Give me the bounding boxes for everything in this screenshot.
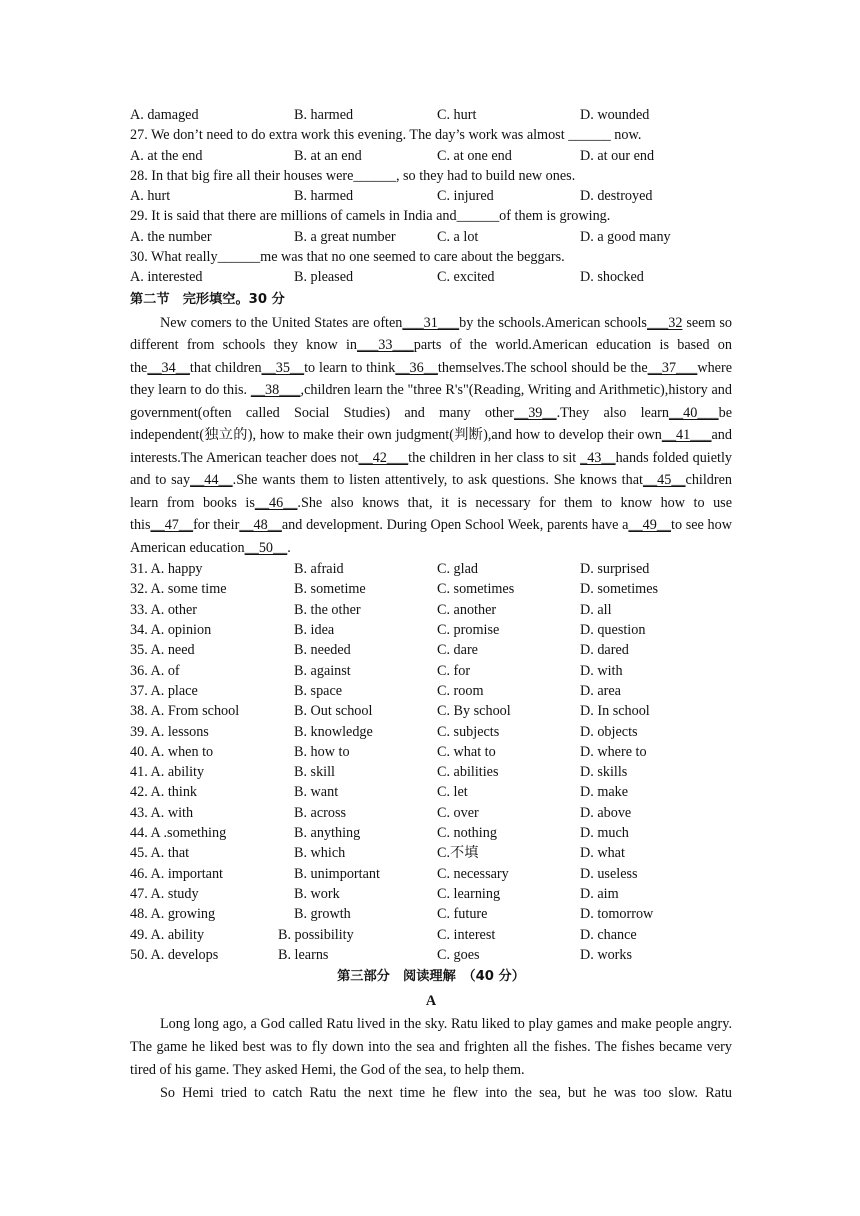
option-d[interactable]: D. at our end [580,147,655,164]
cloze-text: hands folded quietly and to say [130,449,733,489]
option-b[interactable]: B. work [294,885,340,902]
option-row-28 [130,186,732,206]
cloze-text: themselves.The school should be the [437,359,648,376]
option-c[interactable]: C.不填 [437,845,479,862]
option-row-37 [130,681,732,701]
option-c[interactable]: C. what to [437,743,496,760]
section-title-cloze: 第二节 完形填空。30 分 [130,291,285,307]
option-c[interactable]: C. room [437,682,484,699]
cloze-text: . [287,539,291,556]
option-c[interactable]: C. goes [437,946,480,963]
option-row-33 [130,600,732,620]
option-c[interactable]: C. for [437,662,471,679]
blank-37[interactable]: __37___ [647,359,698,376]
option-a[interactable]: A. at the end [130,147,203,164]
cloze-text: be independent(独立的), how to make their own judgment(判断),and how to develop their own [130,404,733,444]
option-d[interactable]: D. area [580,682,621,699]
option-c[interactable]: C. interest [437,926,496,943]
cloze-text: by the schools.American schools [459,314,647,331]
cloze-passage [130,312,732,560]
option-a[interactable]: 35. A. need [130,642,195,659]
cloze-text: where they learn to do this. [130,359,732,399]
option-row-35 [130,640,732,660]
option-a[interactable]: 42. A. think [130,784,198,801]
option-d[interactable]: D. where to [580,743,647,760]
option-row-29 [130,227,732,247]
blank-42[interactable]: __42___ [358,449,409,466]
option-b[interactable]: B. Out school [294,703,373,720]
question-28: 28. In that big fire all their houses were______, so they had to build new ones. [130,167,576,184]
option-a[interactable]: 39. A. lessons [130,723,209,740]
option-b[interactable]: B. want [294,784,339,801]
option-row-38 [130,701,732,721]
cloze-text: children learn from books is [130,472,732,511]
option-row-49 [130,925,732,945]
cloze-text: that children [189,359,262,376]
option-c[interactable]: C. a lot [437,228,479,245]
option-a[interactable]: A. interested [130,269,203,286]
blank-49[interactable]: __49__ [628,517,671,534]
blank-36[interactable]: __36__ [395,359,438,376]
option-b[interactable]: B. which [294,845,346,862]
option-row-40 [130,742,732,762]
option-b[interactable]: B. sometime [294,581,366,598]
option-b[interactable]: B. against [294,662,351,679]
option-b[interactable]: B. across [294,804,347,821]
option-d[interactable]: D. destroyed [580,188,653,205]
cloze-text: New comers to the United States are often [160,314,403,331]
option-d[interactable]: D. objects [580,723,638,740]
blank-46[interactable]: __46__ [254,494,298,511]
option-c[interactable]: C. subjects [437,723,500,740]
cloze-text: seem so different from schools they know in [130,314,732,354]
option-b[interactable]: B. learns [278,946,329,963]
option-row-44 [130,823,732,843]
cloze-text: ,children learn the "three R's"(Reading, Writing and Arithmetic),history and government(often called Social Studies) and many other [130,382,732,421]
option-a[interactable]: 41. A. ability [130,764,205,781]
option-d[interactable]: D. In school [580,703,650,720]
option-row-27 [130,146,732,166]
blank-34[interactable]: __34__ [147,359,190,376]
option-a[interactable]: 45. A. that [130,845,190,862]
option-d[interactable]: D. a good many [580,228,671,245]
option-row-50 [130,945,732,965]
option-b[interactable]: B. harmed [294,188,354,205]
option-a[interactable]: 47. A. study [130,885,199,902]
option-b[interactable]: B. the other [294,601,361,618]
cloze-text: and interests.The American teacher does not [130,427,732,466]
option-row-48 [130,904,732,924]
option-a[interactable]: 43. A. with [130,804,194,821]
option-row-45 [130,843,732,863]
option-b[interactable]: B. knowledge [294,723,373,740]
option-c[interactable]: C. sometimes [437,581,515,598]
option-row-30 [130,267,732,287]
option-c[interactable]: C. By school [437,703,511,720]
option-d[interactable]: D. aim [580,885,619,902]
option-d[interactable]: D. sometimes [580,581,659,598]
option-c[interactable]: C. excited [437,269,495,286]
option-d[interactable]: D. useless [580,865,638,882]
option-c[interactable]: C. injured [437,188,494,205]
blank-50[interactable]: __50__ [244,539,288,556]
option-row-26 [130,105,732,125]
blank-47[interactable]: __47__ [150,517,194,534]
option-b[interactable]: B. unimportant [294,865,380,882]
option-d[interactable]: D. question [580,622,646,639]
option-b[interactable]: B. possibility [278,926,354,943]
cloze-text: to see how American education [130,517,732,556]
option-b[interactable]: B. pleased [294,269,354,286]
option-a[interactable]: 46. A. important [130,865,224,882]
cloze-text: .They also learn [556,404,669,421]
option-b[interactable]: B. afraid [294,561,344,578]
cloze-text: .She wants them to listen attentively, to ask questions. She knows that [232,472,643,489]
option-b[interactable]: B. how to [294,743,350,760]
option-a[interactable]: A. the number [130,228,212,245]
option-a[interactable]: 32. A. some time [130,581,227,598]
option-b[interactable]: B. a great number [294,228,396,245]
option-d[interactable]: D. skills [580,764,628,781]
part-title-reading: 第三部分 阅读理解 （40 分） [337,969,525,985]
option-c[interactable]: C. glad [437,561,478,578]
option-a[interactable]: A. hurt [130,188,171,205]
blank-40[interactable]: __40___ [668,404,719,421]
cloze-text: for their [193,517,240,534]
option-a[interactable]: 50. A. develops [130,946,219,963]
option-a[interactable]: 48. A. growing [130,906,216,923]
option-d[interactable]: D. works [580,946,633,963]
option-b[interactable]: B. growth [294,906,351,923]
option-c[interactable]: C. over [437,804,479,821]
cloze-text: .She also knows that, it is necessary for them to know how to use this [130,494,732,534]
option-d[interactable]: D. all [580,601,612,618]
option-row-43 [130,803,732,823]
option-c[interactable]: C. learning [437,885,501,902]
blank-31[interactable]: ___31___ [402,314,460,331]
blank-39[interactable]: __39__ [514,404,557,421]
option-c[interactable]: C. promise [437,622,500,639]
blank-38[interactable]: __38___ [250,382,301,399]
option-a[interactable]: 37. A. place [130,682,198,699]
option-row-47 [130,884,732,904]
option-d[interactable]: D. dared [580,642,629,659]
option-a[interactable]: 44. A .something [130,825,227,842]
option-c[interactable]: C. let [437,784,468,801]
option-row-42 [130,782,732,802]
option-row-36 [130,661,732,681]
option-a[interactable]: 33. A. other [130,601,197,618]
option-c[interactable]: C. dare [437,642,478,659]
blank-41[interactable]: __41___ [661,427,712,444]
question-27: 27. We don’t need to do extra work this evening. The day’s work was almost ______ now. [130,127,642,144]
option-c[interactable]: C. at one end [437,147,512,164]
cloze-text: to learn to think [304,359,396,376]
blank-45[interactable]: __45__ [642,472,686,489]
option-d[interactable]: D. wounded [580,107,650,123]
option-b[interactable]: B. idea [294,622,335,639]
option-d[interactable]: D. surprised [580,561,650,578]
option-row-34 [130,620,732,640]
reading-paragraph-1: Long long ago, a God called Ratu lived in the sky. Ratu liked to play games and make people angry. The game he liked best was to fly down into the sea and frighten all the fishes. The fishes became very tired of his game. They asked Hemi, the God of the sea, to help them. [130,1016,732,1078]
option-d[interactable]: D. make [580,784,629,801]
question-29: 29. It is said that there are millions of camels in India and______of them is growing. [130,208,611,225]
option-b[interactable]: B. at an end [294,147,362,164]
question-30: 30. What really______me was that no one seemed to care about the beggars. [130,249,565,266]
option-c[interactable]: C. future [437,906,488,923]
blank-33[interactable]: ___33___ [357,337,414,354]
blank-32[interactable]: ___32 [646,314,683,331]
option-d[interactable]: D. above [580,804,632,821]
option-row-41 [130,762,732,782]
option-c[interactable]: C. another [437,601,497,618]
option-b[interactable]: B. skill [294,764,335,781]
option-d[interactable]: D. what [580,845,625,862]
blank-44[interactable]: __44__ [190,472,233,489]
blank-35[interactable]: __35__ [261,359,305,376]
option-a[interactable]: 40. A. when to [130,743,214,760]
option-b[interactable]: B. space [294,682,343,699]
option-row-32 [130,579,732,599]
option-d[interactable]: D. tomorrow [580,906,654,923]
option-row-46 [130,864,732,884]
option-c[interactable]: C. necessary [437,865,509,882]
option-a[interactable]: 38. A. From school [130,703,240,720]
option-a[interactable]: 31. A. happy [130,561,203,578]
cloze-options [130,559,732,965]
option-b[interactable]: B. needed [294,642,351,659]
cloze-text: the children in her class to sit [408,449,581,466]
cloze-text: and development. During Open School Week, parents have a [281,517,629,534]
option-d[interactable]: D. with [580,662,623,679]
passage-label: A [425,993,437,1010]
option-c[interactable]: C. nothing [437,825,497,842]
option-row-39 [130,722,732,742]
reading-paragraph-2: So Hemi tried to catch Ratu the next time he flew into the sea, but he was too slow. Ratu [160,1084,732,1101]
option-d[interactable]: D. much [580,825,629,842]
option-d[interactable]: D. chance [580,926,637,943]
cloze-text: parts of the world.American education is based on the [130,337,732,376]
blank-48[interactable]: __48__ [239,517,282,534]
option-d[interactable]: D. shocked [580,269,644,286]
option-b[interactable]: B. harmed [294,107,354,123]
option-c[interactable]: C. hurt [437,107,477,123]
exam-page [130,105,732,1104]
option-a[interactable]: 49. A. ability [130,926,205,943]
option-b[interactable]: B. anything [294,825,361,842]
option-row-31 [130,559,732,579]
option-c[interactable]: C. abilities [437,764,499,781]
blank-43[interactable]: _43__ [580,449,616,466]
option-a[interactable]: A. damaged [130,107,199,123]
option-a[interactable]: 36. A. of [130,662,180,679]
option-a[interactable]: 34. A. opinion [130,622,212,639]
